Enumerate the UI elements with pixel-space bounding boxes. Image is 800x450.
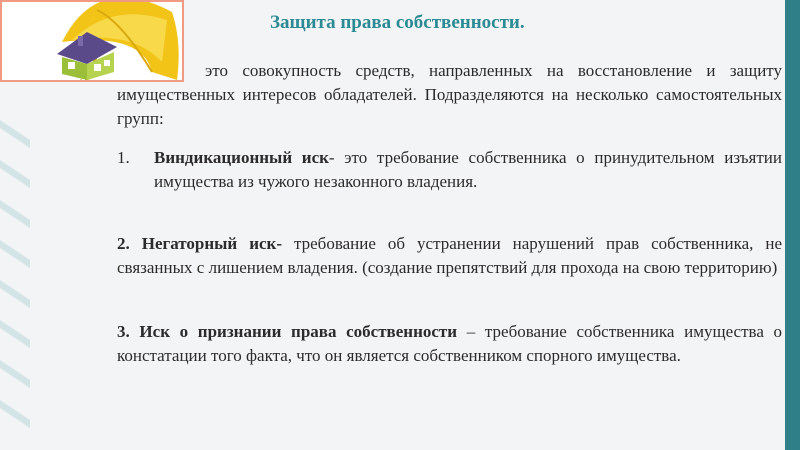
list-item-number: 2. — [117, 234, 130, 253]
list-item-text: - это требование собственника о принудительном изъятии имущества из чужого незаконного владения. — [154, 148, 782, 191]
list-item-term: Иск о признании права собственности — [139, 322, 458, 341]
list-item-3 — [117, 320, 782, 368]
list-item-number: 1. — [117, 148, 130, 167]
list-item-term: Виндикационный иск — [154, 148, 329, 167]
intro-text: это совокупность средств, направленных на восстановление и защиту имущественных интересов обладателей. Подразделяются на несколько самостоятельных групп: — [117, 61, 782, 128]
list-item-term: Негаторный иск- — [141, 234, 283, 253]
list-item-1 — [117, 146, 782, 194]
list-item-number: 3. — [117, 322, 130, 341]
list-item-2 — [117, 232, 782, 280]
slide-title: Защита права собственности. — [270, 12, 525, 33]
list-item-text: требование об устранении нарушений прав собственника, не связанных с лишением владения. (создание препятствий для прохода на свою территорию) — [117, 234, 782, 277]
right-accent-panel — [785, 0, 800, 450]
decorative-stripes — [0, 120, 30, 450]
list-item-text: – требование собственника имущества о констатации того факта, что он является собственником спорного имущества. — [117, 322, 783, 365]
intro-paragraph — [117, 59, 782, 131]
